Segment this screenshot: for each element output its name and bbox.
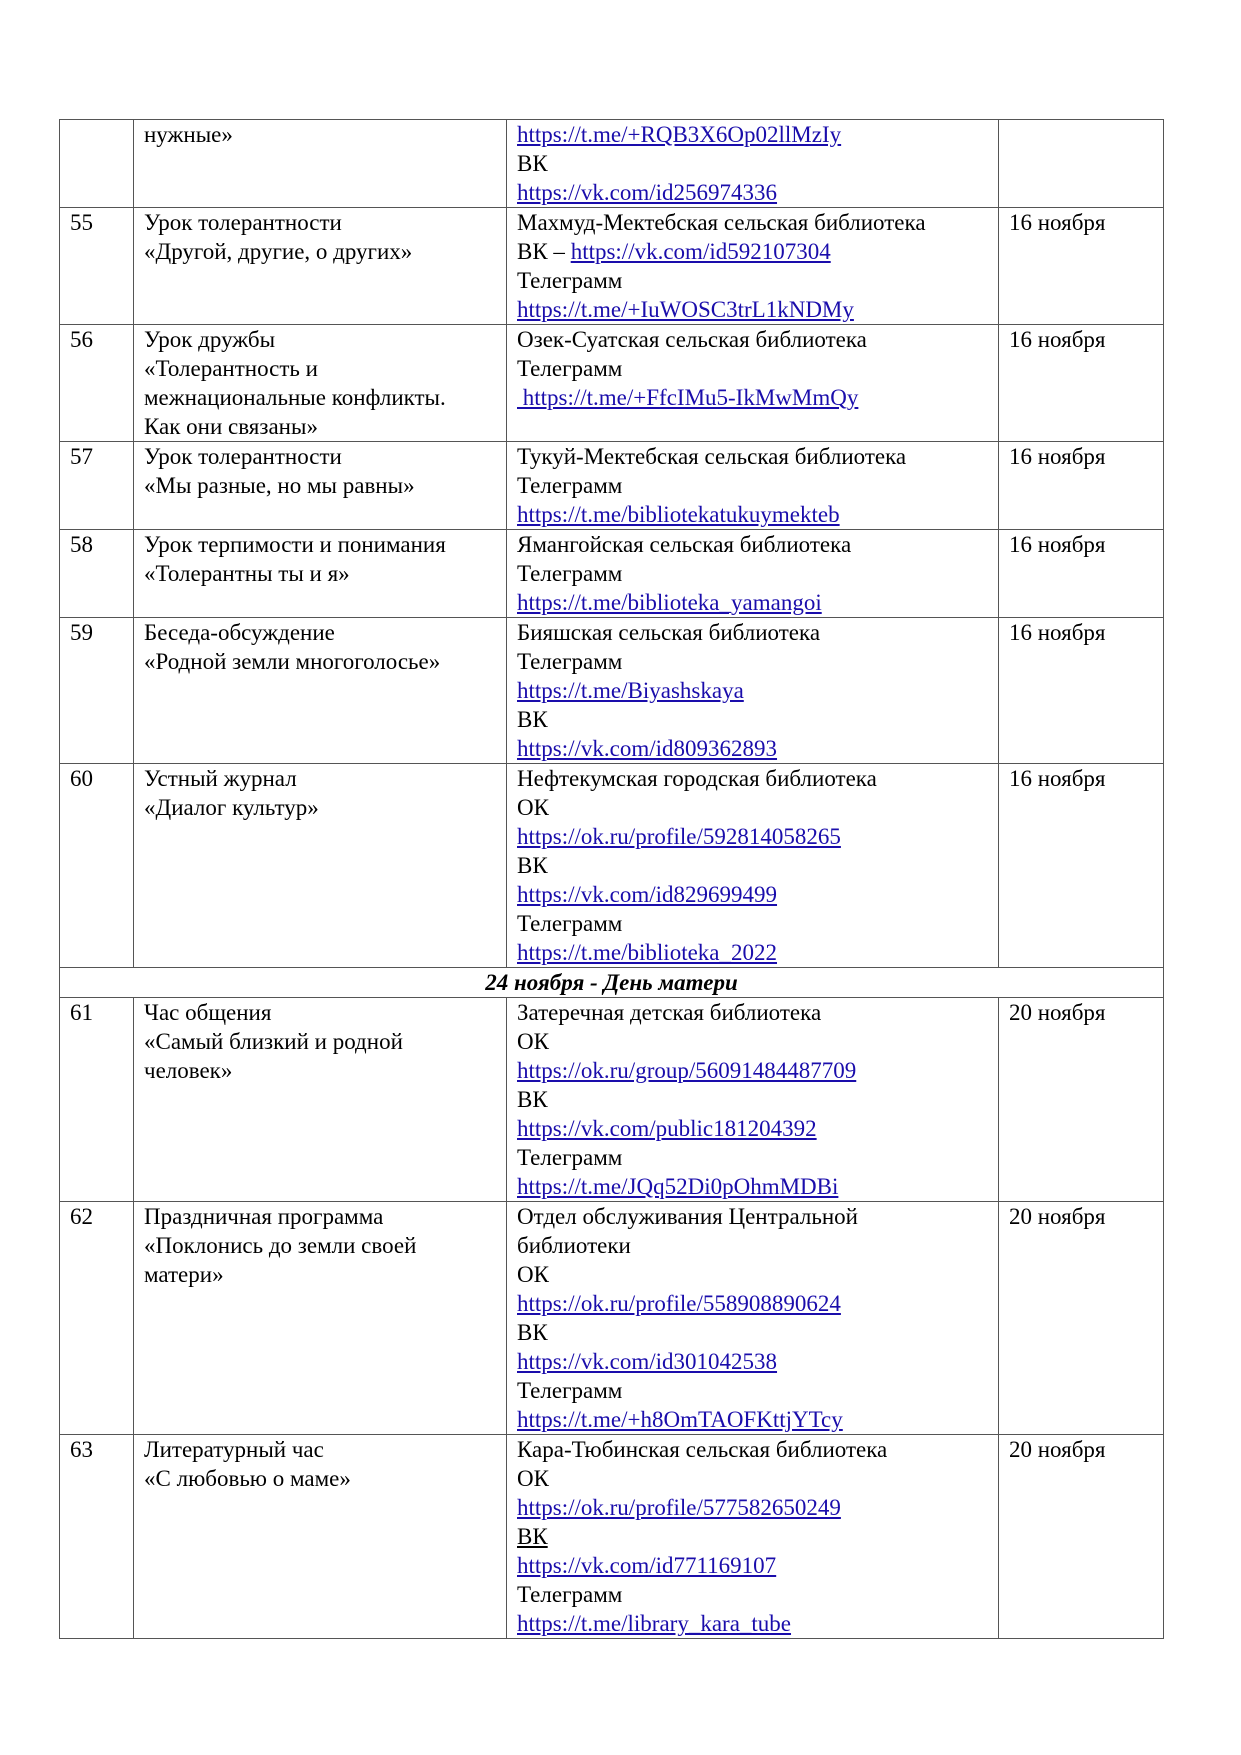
venue-text: Телеграмм: [517, 561, 623, 586]
event-title-line: Как они связаны»: [144, 414, 318, 439]
link-line[interactable]: [517, 1289, 988, 1318]
social-link[interactable]: https://vk.com/id592107304: [570, 239, 831, 264]
social-link[interactable]: https://vk.com/id256974336: [517, 180, 778, 205]
event-title-line: «С любовью о маме»: [144, 1466, 351, 1491]
row-number: 57: [60, 442, 134, 530]
venue-text: библиотеки: [517, 1233, 631, 1258]
social-link[interactable]: https://t.me/+RQB3X6Op02llMzIy: [517, 122, 842, 147]
event-title-line: Праздничная программа: [144, 1204, 384, 1229]
event-title-cell: [134, 764, 507, 968]
venue-links-cell: [507, 1202, 999, 1435]
social-link[interactable]: https://t.me/JQq52Di0pOhmMDBi: [517, 1174, 839, 1199]
venue-links-cell: [507, 530, 999, 618]
table-row: [60, 325, 1164, 442]
venue-text: Затеречная детская библиотека: [517, 1000, 822, 1025]
venue-text: ВК: [517, 1524, 548, 1549]
event-title-line: «Поклонись до земли своей: [144, 1233, 417, 1258]
venue-text: ОК: [517, 1262, 549, 1287]
social-link[interactable]: https://vk.com/id809362893: [517, 736, 778, 761]
venue-links-cell: [507, 325, 999, 442]
event-date: 16 ноября: [999, 325, 1164, 442]
venue-text: ВК: [517, 853, 548, 878]
event-title-line: человек»: [144, 1058, 233, 1083]
table-row: [60, 1202, 1164, 1435]
social-link[interactable]: https://vk.com/public181204392: [517, 1116, 817, 1141]
venue-text: Озек-Суатская сельская библиотека: [517, 327, 867, 352]
link-line[interactable]: [517, 1493, 988, 1522]
venue-text: ВК: [517, 707, 548, 732]
social-link[interactable]: https://t.me/+IuWOSC3trL1kNDMy: [517, 297, 854, 322]
link-line[interactable]: [517, 588, 988, 617]
venue-links-cell: [507, 618, 999, 764]
table-row: [60, 208, 1164, 325]
row-number: 58: [60, 530, 134, 618]
social-link[interactable]: https://t.me/Biyashskaya: [517, 678, 744, 703]
event-title-line: Час общения: [144, 1000, 272, 1025]
event-title-cell: [134, 1435, 507, 1639]
link-line[interactable]: [517, 500, 988, 529]
event-title-line: Урок толерантности: [144, 444, 342, 469]
table-row: [60, 998, 1164, 1202]
venue-links-cell: [507, 120, 999, 208]
social-link[interactable]: https://vk.com/id301042538: [517, 1349, 778, 1374]
row-number: 63: [60, 1435, 134, 1639]
venue-text: Телеграмм: [517, 911, 623, 936]
venue-text: ОК: [517, 795, 549, 820]
event-title-line: «Родной земли многоголосье»: [144, 649, 441, 674]
link-line[interactable]: [517, 295, 988, 324]
events-table: [59, 119, 1164, 1639]
venue-text: ВК: [517, 1320, 548, 1345]
venue-links-cell: [507, 998, 999, 1202]
row-number: 60: [60, 764, 134, 968]
link-line[interactable]: [517, 938, 988, 967]
section-row: [60, 968, 1164, 998]
event-title-line: Устный журнал: [144, 766, 297, 791]
table-row: [60, 1435, 1164, 1639]
social-link[interactable]: https://vk.com/id771169107: [517, 1553, 777, 1578]
venue-text: ВК: [517, 151, 548, 176]
event-title-line: Урок толерантности: [144, 210, 342, 235]
venue-text: ОК: [517, 1029, 549, 1054]
link-line[interactable]: [517, 178, 988, 207]
venue-text: Кара-Тюбинская сельская библиотека: [517, 1437, 888, 1462]
link-line[interactable]: [517, 1347, 988, 1376]
link-line[interactable]: [517, 822, 988, 851]
venue-text: Отдел обслуживания Центральной: [517, 1204, 858, 1229]
social-link[interactable]: https://t.me/biblioteka_yamangoi: [517, 590, 822, 615]
table-row: [60, 120, 1164, 208]
link-line[interactable]: [517, 734, 988, 763]
event-title-line: Беседа-обсуждение: [144, 620, 335, 645]
link-line[interactable]: [517, 1551, 988, 1580]
social-link[interactable]: https://t.me/+h8OmTAOFKttjYTcy: [517, 1407, 843, 1432]
row-number: 61: [60, 998, 134, 1202]
event-title-cell: [134, 325, 507, 442]
event-title-cell: [134, 1202, 507, 1435]
venue-text: Телеграмм: [517, 1145, 623, 1170]
venue-text: Тукуй-Мектебская сельская библиотека: [517, 444, 907, 469]
venue-links-cell: [507, 208, 999, 325]
event-date: 16 ноября: [999, 764, 1164, 968]
event-title-line: «Другой, другие, о других»: [144, 239, 413, 264]
social-link[interactable]: https://t.me/bibliotekatukuymekteb: [517, 502, 840, 527]
event-title-cell: [134, 208, 507, 325]
event-title-line: нужные»: [144, 122, 233, 147]
row-number: 55: [60, 208, 134, 325]
venue-text: Телеграмм: [517, 1582, 623, 1607]
event-title-line: «Мы разные, но мы равны»: [144, 473, 415, 498]
venue-text: Телеграмм: [517, 473, 623, 498]
event-title-line: «Толерантны ты и я»: [144, 561, 350, 586]
event-title-cell: [134, 618, 507, 764]
event-date: 16 ноября: [999, 442, 1164, 530]
venue-text: Телеграмм: [517, 356, 623, 381]
venue-text: Телеграмм: [517, 649, 623, 674]
table-row: [60, 530, 1164, 618]
row-number: 56: [60, 325, 134, 442]
event-title-cell: [134, 530, 507, 618]
row-number: 59: [60, 618, 134, 764]
event-title-line: «Самый близкий и родной: [144, 1029, 403, 1054]
event-date: 16 ноября: [999, 530, 1164, 618]
event-date: 20 ноября: [999, 1202, 1164, 1435]
event-title-line: Урок дружбы: [144, 327, 276, 352]
venue-text: ОК: [517, 1466, 549, 1491]
venue-text: Телеграмм: [517, 268, 623, 293]
link-line[interactable]: [517, 676, 988, 705]
social-link[interactable]: https://t.me/biblioteka_2022: [517, 940, 778, 965]
venue-text: Нефтекумская городская библиотека: [517, 766, 877, 791]
venue-text: Телеграмм: [517, 1378, 623, 1403]
social-link[interactable]: https://ok.ru/group/56091484487709: [517, 1058, 857, 1083]
event-title-line: межнациональные конфликты.: [144, 385, 446, 410]
row-number: [60, 120, 134, 208]
social-link[interactable]: https://vk.com/id829699499: [517, 882, 778, 907]
event-title-line: матери»: [144, 1262, 224, 1287]
venue-text: Махмуд-Мектебская сельская библиотека: [517, 210, 926, 235]
event-date: 16 ноября: [999, 618, 1164, 764]
event-title-line: Урок терпимости и понимания: [144, 532, 446, 557]
link-line[interactable]: [517, 1609, 988, 1638]
event-date: 16 ноября: [999, 208, 1164, 325]
table-row: [60, 764, 1164, 968]
event-title-cell: [134, 998, 507, 1202]
event-title-line: «Диалог культур»: [144, 795, 319, 820]
event-date: 20 ноября: [999, 998, 1164, 1202]
link-line[interactable]: [517, 1056, 988, 1085]
social-link[interactable]: https://ok.ru/profile/592814058265: [517, 824, 841, 849]
event-date: [999, 120, 1164, 208]
venue-text: Бияшская сельская библиотека: [517, 620, 821, 645]
event-title-cell: [134, 442, 507, 530]
link-line[interactable]: [517, 120, 988, 149]
event-date: 20 ноября: [999, 1435, 1164, 1639]
venue-links-cell: [507, 1435, 999, 1639]
venue-text: ВК: [517, 1087, 548, 1112]
link-line[interactable]: [517, 880, 988, 909]
network-label: ВК –: [517, 239, 571, 264]
social-link[interactable]: https://ok.ru/profile/558908890624: [517, 1291, 841, 1316]
row-number: 62: [60, 1202, 134, 1435]
venue-links-cell: [507, 442, 999, 530]
section-heading: 24 ноября - День матери: [60, 968, 1164, 998]
link-line[interactable]: [517, 383, 988, 412]
social-link[interactable]: https://t.me/library_kara_tube: [517, 1611, 792, 1636]
venue-links-cell: [507, 764, 999, 968]
link-line[interactable]: [517, 1172, 988, 1201]
network-link-line: [517, 237, 988, 266]
social-link[interactable]: https://t.me/+FfcIMu5-IkMwMmQy: [517, 385, 859, 410]
event-title-cell: [134, 120, 507, 208]
event-title-line: «Толерантность и: [144, 356, 318, 381]
link-line[interactable]: [517, 1405, 988, 1434]
table-row: [60, 442, 1164, 530]
social-link[interactable]: https://ok.ru/profile/577582650249: [517, 1495, 841, 1520]
event-title-line: Литературный час: [144, 1437, 324, 1462]
table-row: [60, 618, 1164, 764]
events-table-body: [60, 120, 1164, 1639]
venue-text: Ямангойская сельская библиотека: [517, 532, 852, 557]
link-line[interactable]: [517, 1114, 988, 1143]
